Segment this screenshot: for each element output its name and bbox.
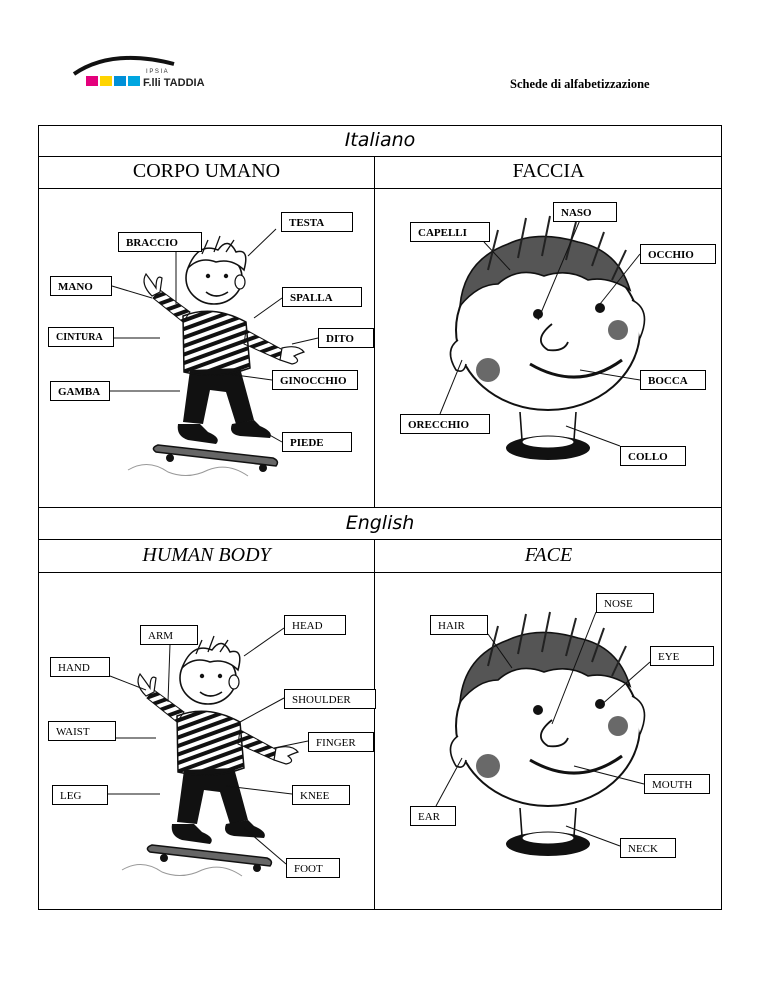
- label-waist: WAIST: [48, 721, 116, 741]
- label-arm: ARM: [140, 625, 198, 645]
- label-spalla: SPALLA: [282, 287, 362, 307]
- label-hair: HAIR: [430, 615, 488, 635]
- label-foot: FOOT: [286, 858, 340, 878]
- label-hand: HAND: [50, 657, 110, 677]
- label-occhio: OCCHIO: [640, 244, 716, 264]
- label-ear: EAR: [410, 806, 456, 826]
- english-body-title: HUMAN BODY: [142, 544, 271, 566]
- label-ginocchio: GINOCCHIO: [272, 370, 358, 390]
- label-bocca: BOCCA: [640, 370, 706, 390]
- label-mouth: MOUTH: [644, 774, 710, 794]
- label-collo: COLLO: [620, 446, 686, 466]
- label-cintura: CINTURA: [48, 327, 114, 347]
- english-boy-illustration: [122, 636, 298, 876]
- logo-name-text: F.lli TADDIA: [143, 77, 205, 89]
- label-testa: TESTA: [281, 212, 353, 232]
- label-naso: NASO: [553, 202, 617, 222]
- label-mano: MANO: [50, 276, 112, 296]
- english-face-title: FACE: [524, 544, 573, 566]
- label-head: HEAD: [284, 615, 346, 635]
- label-finger: FINGER: [308, 732, 374, 752]
- worksheet-title: Schede di alfabetizzazione: [510, 77, 650, 91]
- label-braccio: BRACCIO: [118, 232, 202, 252]
- english-face-illustration: [450, 612, 644, 856]
- label-orecchio: ORECCHIO: [400, 414, 490, 434]
- label-piede: PIEDE: [282, 432, 352, 452]
- label-dito: DITO: [318, 328, 374, 348]
- label-neck: NECK: [620, 838, 676, 858]
- label-shoulder: SHOULDER: [284, 689, 376, 709]
- italian-language-title: Italiano: [344, 129, 416, 151]
- logo-school-text: I P S I A: [146, 69, 168, 75]
- label-gamba: GAMBA: [50, 381, 110, 401]
- label-capelli: CAPELLI: [410, 222, 490, 242]
- italian-face-title: FACCIA: [512, 160, 585, 182]
- label-eye: EYE: [650, 646, 714, 666]
- label-nose: NOSE: [596, 593, 654, 613]
- label-knee: KNEE: [292, 785, 350, 805]
- italian-body-title: CORPO UMANO: [132, 160, 281, 182]
- label-leg: LEG: [52, 785, 108, 805]
- english-language-title: English: [345, 512, 415, 534]
